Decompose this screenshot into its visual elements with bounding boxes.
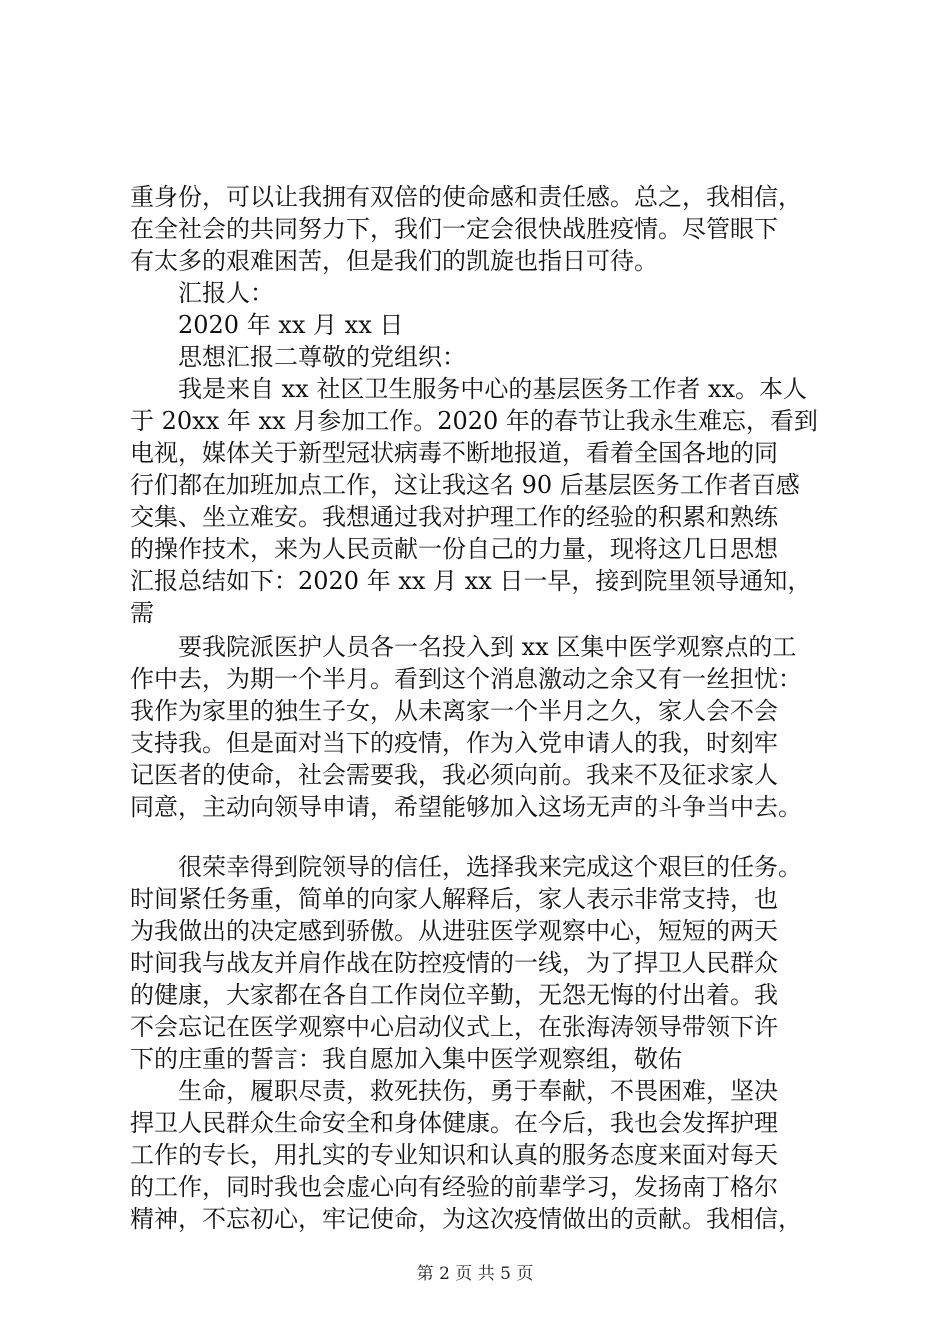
text-line: 记医者的使命，社会需要我，我必须向前。我来不及征求家人 [130,761,778,789]
page-footer: 第 2 页 共 5 页 [416,1264,534,1284]
text-line: 交集、坐立难安。我想通过我对护理工作的经验的积累和熟练 [130,503,778,531]
text-line: 的工作，同时我也会虚心向有经验的前辈学习，发扬南丁格尔 [130,1173,778,1201]
text-line: 同意，主动向领导申请，希望能够加入这场无声的斗争当中去。 [130,793,802,821]
text-line: 下的庄重的誓言：我自愿加入集中医学观察组，敬佑 [130,1045,682,1073]
text-line: 在全社会的共同努力下，我们一定会很快战胜疫情。尽管眼下 [130,215,778,243]
text-line: 的健康，大家都在各自工作岗位辛勤，无怨无悔的付出着。我 [130,981,778,1009]
text-line: 为我做出的决定感到骄傲。从进驻医学观察中心，短短的两天 [130,917,778,945]
text-line: 2020 年 xx 月 xx 日 [178,311,404,339]
text-line: 不会忘记在医学观察中心启动仪式上，在张海涛领导带领下许 [130,1013,778,1041]
text-line: 捍卫人民群众生命安全和身体健康。在今后，我也会发挥护理 [130,1109,778,1137]
text-line: 很荣幸得到院领导的信任，选择我来完成这个艰巨的任务。 [178,853,802,881]
text-line: 支持我。但是面对当下的疫情，作为入党申请人的我，时刻牢 [130,729,778,757]
text-line: 有太多的艰难困苦，但是我们的凯旋也指日可待。 [130,247,658,275]
text-line: 的操作技术，来为人民贡献一份自己的力量，现将这几日思想 [130,535,778,563]
text-line: 思想汇报二尊敬的党组织： [178,343,466,371]
text-line: 精神，不忘初心，牢记使命，为这次疫情做出的贡献。我相信， [130,1205,802,1233]
text-line: 我是来自 xx 社区卫生服务中心的基层医务工作者 xx。本人 [178,375,808,403]
text-line: 需 [130,599,154,627]
text-line: 要我院派医护人员各一名投入到 xx 区集中医学观察点的工 [178,633,797,661]
text-line: 时间紧任务重，简单的向家人解释后，家人表示非常支持，也 [130,885,778,913]
text-line: 生命，履职尽责，救死扶伤，勇于奉献，不畏困难，坚决 [178,1077,778,1105]
text-line: 于 20xx 年 xx 月参加工作。2020 年的春节让我永生难忘，看到 [130,407,818,435]
text-line: 工作的专长，用扎实的专业知识和认真的服务态度来面对每天 [130,1141,778,1169]
text-line: 我作为家里的独生子女，从未离家一个半月之久，家人会不会 [130,697,778,725]
text-line: 汇报人： [178,279,274,307]
text-line: 重身份，可以让我拥有双倍的使命感和责任感。总之，我相信， [130,183,802,211]
text-line: 行们都在加班加点工作，这让我这名 90 后基层医务工作者百感 [130,471,800,499]
text-line: 作中去，为期一个半月。看到这个消息激动之余又有一丝担忧： [130,665,802,693]
text-line: 时间我与战友并肩作战在防控疫情的一线，为了捍卫人民群众 [130,949,778,977]
text-line: 汇报总结如下：2020 年 xx 月 xx 日一早，接到院里领导通知， [130,567,812,595]
text-line: 电视，媒体关于新型冠状病毒不断地报道，看着全国各地的同 [130,439,778,467]
